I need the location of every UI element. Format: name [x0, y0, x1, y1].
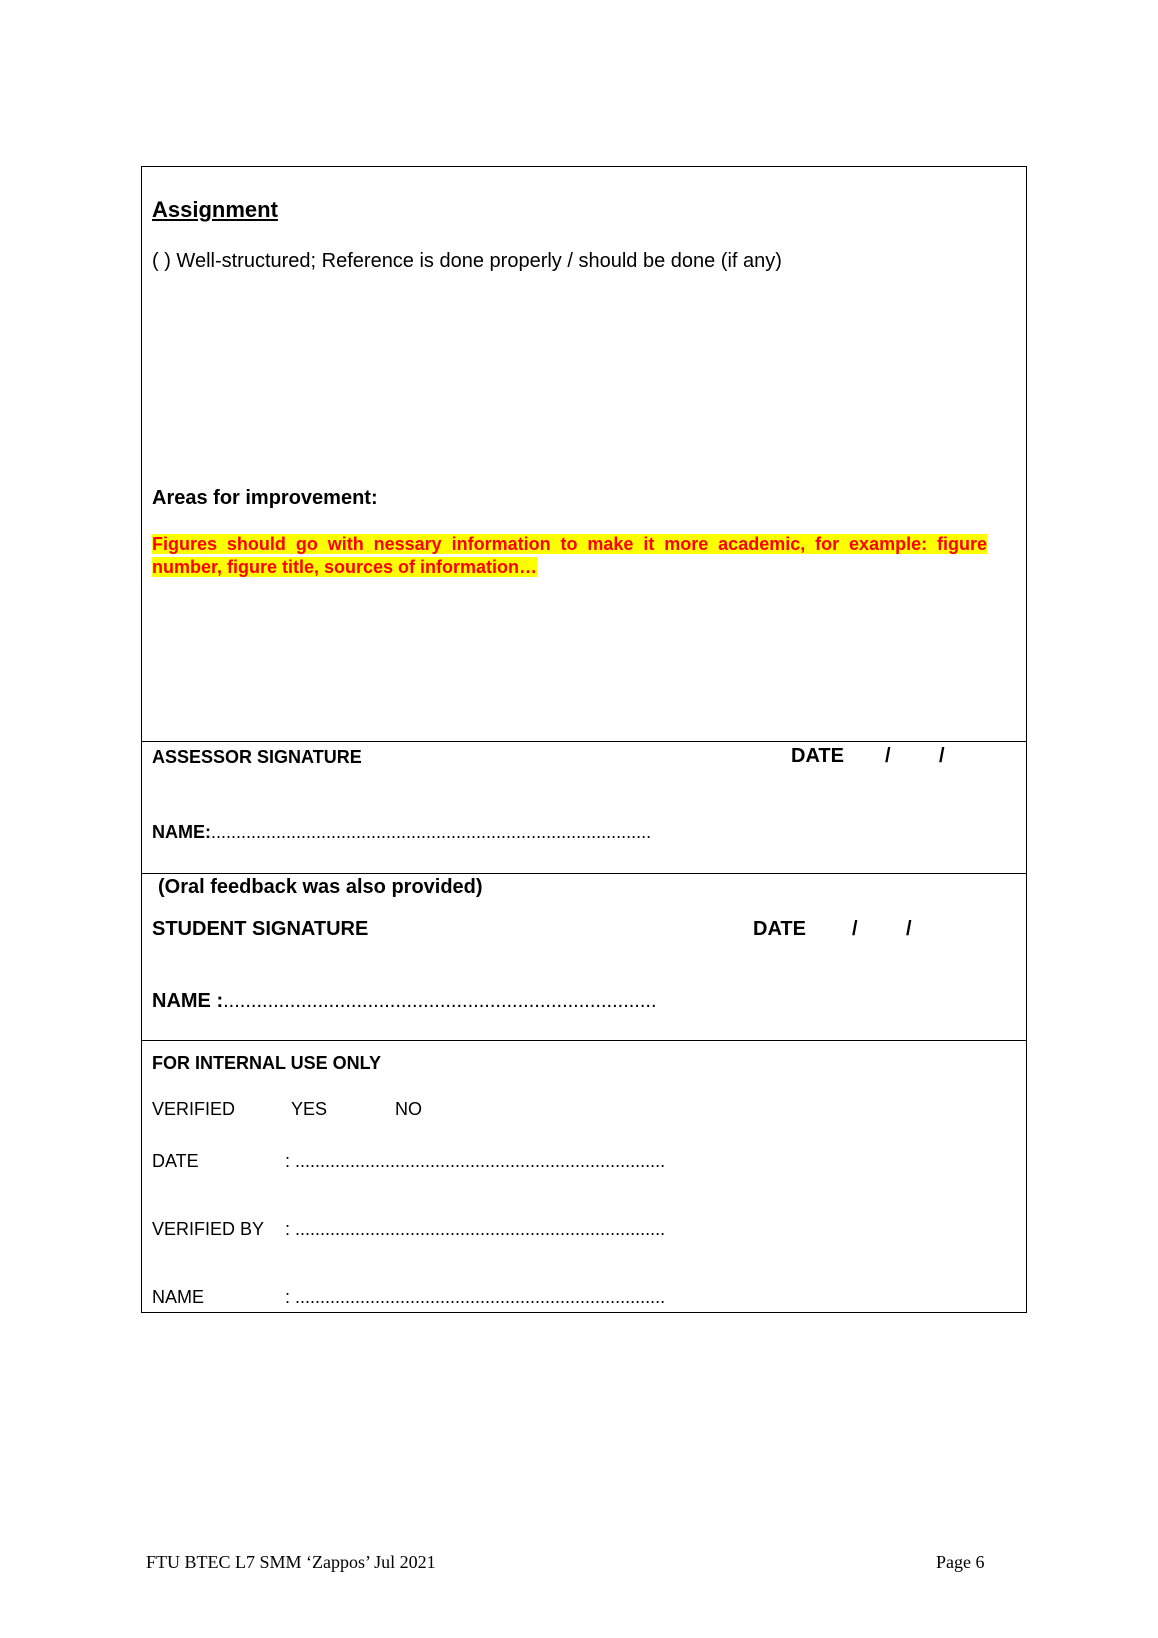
assessor-name-dots: ........................................................................................ — [211, 822, 652, 842]
student-name-dots: .............................................................................. — [223, 990, 657, 1012]
student-section — [142, 873, 1026, 1040]
assessor-name-line — [152, 822, 651, 843]
assessor-name-label: NAME: — [152, 822, 211, 842]
student-name-label: NAME : — [152, 990, 224, 1012]
footer-page-number: Page 6 — [936, 1552, 985, 1572]
student-name-line — [152, 990, 657, 1013]
internal-date-dots: : .......................................................................... — [285, 1151, 666, 1171]
improvement-feedback — [152, 533, 987, 579]
student-date-slash-2: / — [906, 918, 912, 940]
assignment-title: Assignment — [152, 197, 278, 222]
student-signature-label: STUDENT SIGNATURE — [152, 918, 369, 940]
oral-feedback-note: (Oral feedback was also provided) — [158, 876, 483, 898]
student-date-slash-1: / — [852, 918, 858, 940]
assessor-signature-label: ASSESSOR SIGNATURE — [152, 747, 362, 767]
internal-name-dots: : .......................................................................... — [285, 1287, 666, 1307]
internal-use-title: FOR INTERNAL USE ONLY — [152, 1053, 382, 1073]
verified-no-option: NO — [395, 1099, 422, 1119]
verified-by-label: VERIFIED BY — [152, 1219, 265, 1239]
verified-label: VERIFIED — [152, 1099, 236, 1119]
internal-date-label: DATE — [152, 1151, 199, 1171]
assessor-date-slash-2: / — [939, 745, 945, 767]
feedback-form — [141, 166, 1027, 1313]
internal-use-section — [142, 1040, 1026, 1312]
assignment-section — [142, 167, 1026, 741]
improvement-feedback-text: Figures should go with nessary information to make it more academic, for example: figure number, figure title, sources of information… — [152, 534, 987, 577]
internal-name-label: NAME — [152, 1287, 205, 1307]
assessor-section — [142, 741, 1026, 873]
student-date-label: DATE — [753, 918, 806, 940]
assessor-date-slash-1: / — [885, 745, 891, 767]
footer-document-title: FTU BTEC L7 SMM ‘Zappos’ Jul 2021 — [146, 1552, 436, 1572]
areas-for-improvement-title: Areas for improvement: — [152, 487, 378, 509]
verified-yes-option: YES — [291, 1099, 328, 1119]
assessor-date-label: DATE — [791, 745, 844, 767]
assignment-criteria: ( ) Well-structured; Reference is done properly / should be done (if any) — [152, 250, 782, 272]
verified-by-dots: : .......................................................................... — [285, 1219, 666, 1239]
